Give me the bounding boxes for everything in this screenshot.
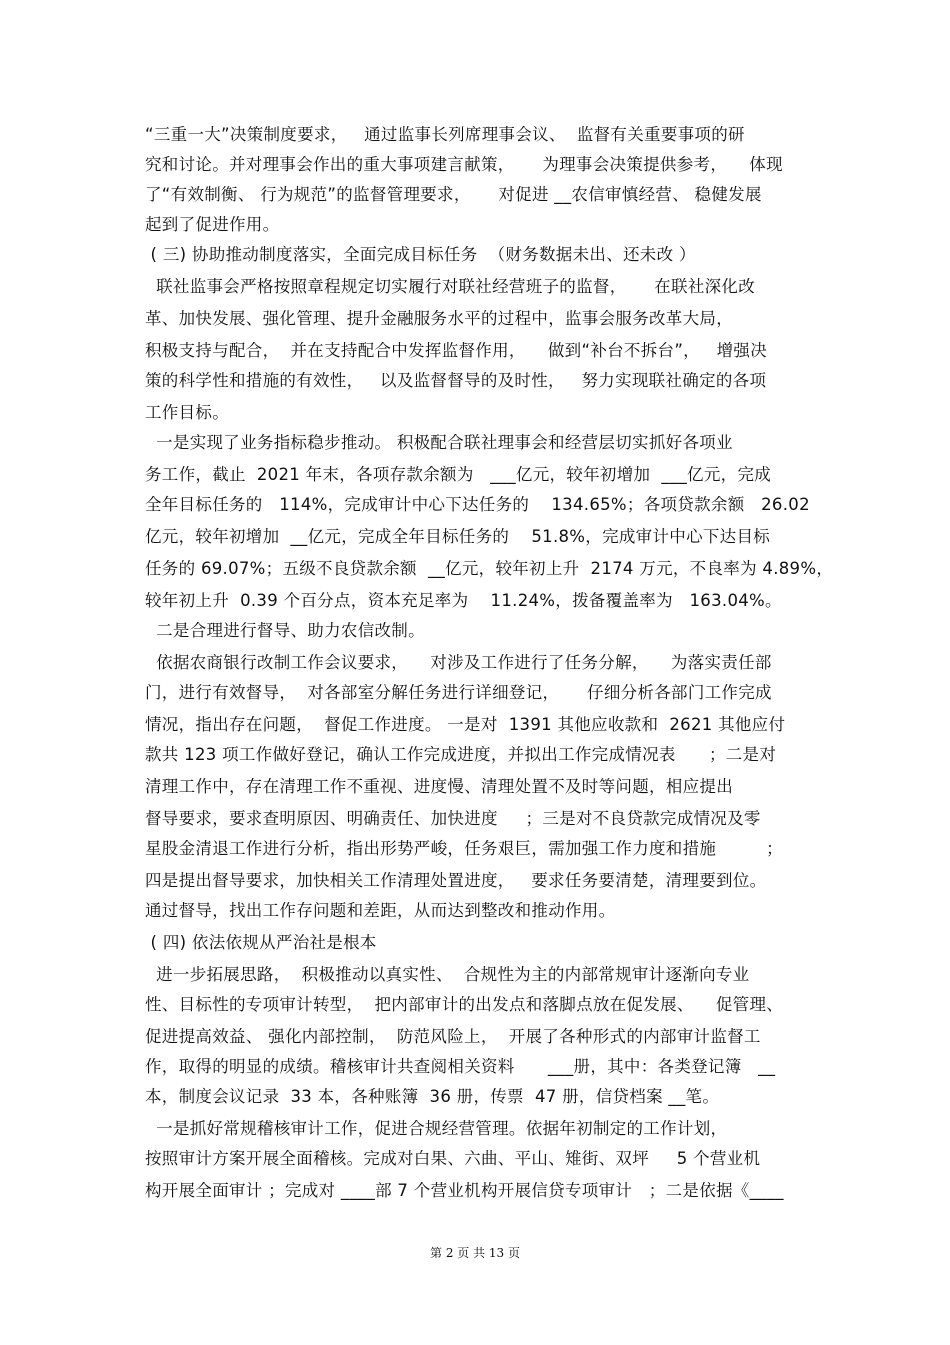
document-line: 通过督导，找出工作存问题和差距，从而达到整改和推动作用。 <box>145 901 616 920</box>
document-line: 款共 123 项工作做好登记，确认工作完成进度，并拟出工作完成情况表 ；二是对 <box>145 745 777 764</box>
document-line: 较年初上升 0.39 个百分点，资本充足率为 11.24%，拨备覆盖率为 163.04%。 <box>145 591 782 610</box>
document-line: 四是提出督导要求，加快相关工作清理处置进度， 要求任务要清楚，清理要到位。 <box>145 871 767 890</box>
document-line: 积极支持与配合， 并在支持配合中发挥监督作用， 做到“补台不拆台”， 增强决 <box>145 341 767 360</box>
document-line: 按照审计方案开展全面稽核。完成对白果、六曲、平山、雉街、双坪 5 个营业机 <box>145 1149 761 1168</box>
page-footer: 第 2 页 共 13 页 <box>430 1246 520 1260</box>
document-line: 工作目标。 <box>145 403 229 422</box>
document-line: 情况，指出存在问题， 督促工作进度。 一是对 1391 其他应收款和 2621 其他应付 <box>145 715 786 734</box>
document-line: ( 三) 协助推动制度落实，全面完成目标任务 （财务数据未出、还未改 ） <box>145 245 696 264</box>
document-line: 清理工作中，存在清理工作不重视、进度慢、清理处置不及时等问题，相应提出 <box>145 777 733 796</box>
document-line: 本，制度会议记录 33 本，各种账簿 36 册，传票 47 册，信贷档案 __笔。 <box>145 1087 720 1106</box>
document-line: 了“有效制衡、 行为规范”的监督管理要求， 对促进 __农信审慎经营、 稳健发展 <box>145 185 762 204</box>
document-line: 起到了促进作用。 <box>145 215 280 234</box>
document-line: “三重一大”决策制度要求， 通过监事长列席理事会议、 监督有关重要事项的研 <box>145 125 745 144</box>
document-line: 二是合理进行督导、助力农信改制。 <box>145 621 425 640</box>
document-line: 一是抓好常规稽核审计工作，促进合规经营管理。依据年初制定的工作计划， <box>145 1119 728 1138</box>
document-line: 性、目标性的专项审计转型， 把内部审计的出发点和落脚点放在促发展、 促管理、 <box>145 995 784 1014</box>
document-line: 构开展全面审计 ；完成对 ____部 7 个营业机构开展信贷专项审计 ；二是依据《____ <box>145 1181 784 1200</box>
document-line: 究和讨论。并对理事会作出的重大事项建言献策， 为理事会决策提供参考， 体现 <box>145 155 783 174</box>
document-line: 督导要求，要求查明原因、明确责任、加快进度 ；三是对不良贷款完成情况及零 <box>145 809 761 828</box>
document-line: 亿元，较年初增加 __亿元，完成全年目标任务的 51.8%，完成审计中心下达目标 <box>145 527 771 546</box>
document-line: 革、加快发展、强化管理、提升金融服务水平的过程中，监事会服务改革大局， <box>145 309 733 328</box>
document-line: 进一步拓展思路， 积极推动以真实性、 合规性为主的内部常规审计逐渐向专业 <box>145 965 750 984</box>
document-line: 门，进行有效督导， 对各部室分解任务进行详细登记， 仔细分析各部门工作完成 <box>145 683 772 702</box>
document-line: 促进提高效益、 强化内部控制， 防范风险上， 开展了各种形式的内部审计监督工 <box>145 1027 761 1046</box>
document-line: 星股金清退工作进行分析，指出形势严峻，任务艰巨，需加强工作力度和措施 ； <box>145 839 783 858</box>
document-line: 联社监事会严格按照章程规定切实履行对联社经营班子的监督， 在联社深化改 <box>145 277 756 296</box>
document-line: 一是实现了业务指标稳步推动。 积极配合联社理事会和经营层切实抓好各项业 <box>145 433 733 452</box>
document-line: 依据农商银行改制工作会议要求， 对涉及工作进行了任务分解， 为落实责任部 <box>145 653 772 672</box>
document-line: ( 四) 依法依规从严治社是根本 <box>145 933 377 952</box>
document-line: 作，取得的明显的成绩。稽核审计共查阅相关资料 ___册，其中：各类登记簿 __ <box>145 1057 776 1076</box>
document-line: 任务的 69.07%；五级不良贷款余额 __亿元，较年初上升 2174 万元，不良率为 4.89%， <box>145 559 834 578</box>
document-line: 全年目标任务的 114%，完成审计中心下达任务的 134.65%；各项贷款余额 26.02 <box>145 495 810 514</box>
document-line: 务工作，截止 2021 年末，各项存款余额为 ___亿元，较年初增加 ___亿元，完成 <box>145 465 772 484</box>
document-line: 策的科学性和措施的有效性， 以及监督督导的及时性， 努力实现联社确定的各项 <box>145 371 767 390</box>
